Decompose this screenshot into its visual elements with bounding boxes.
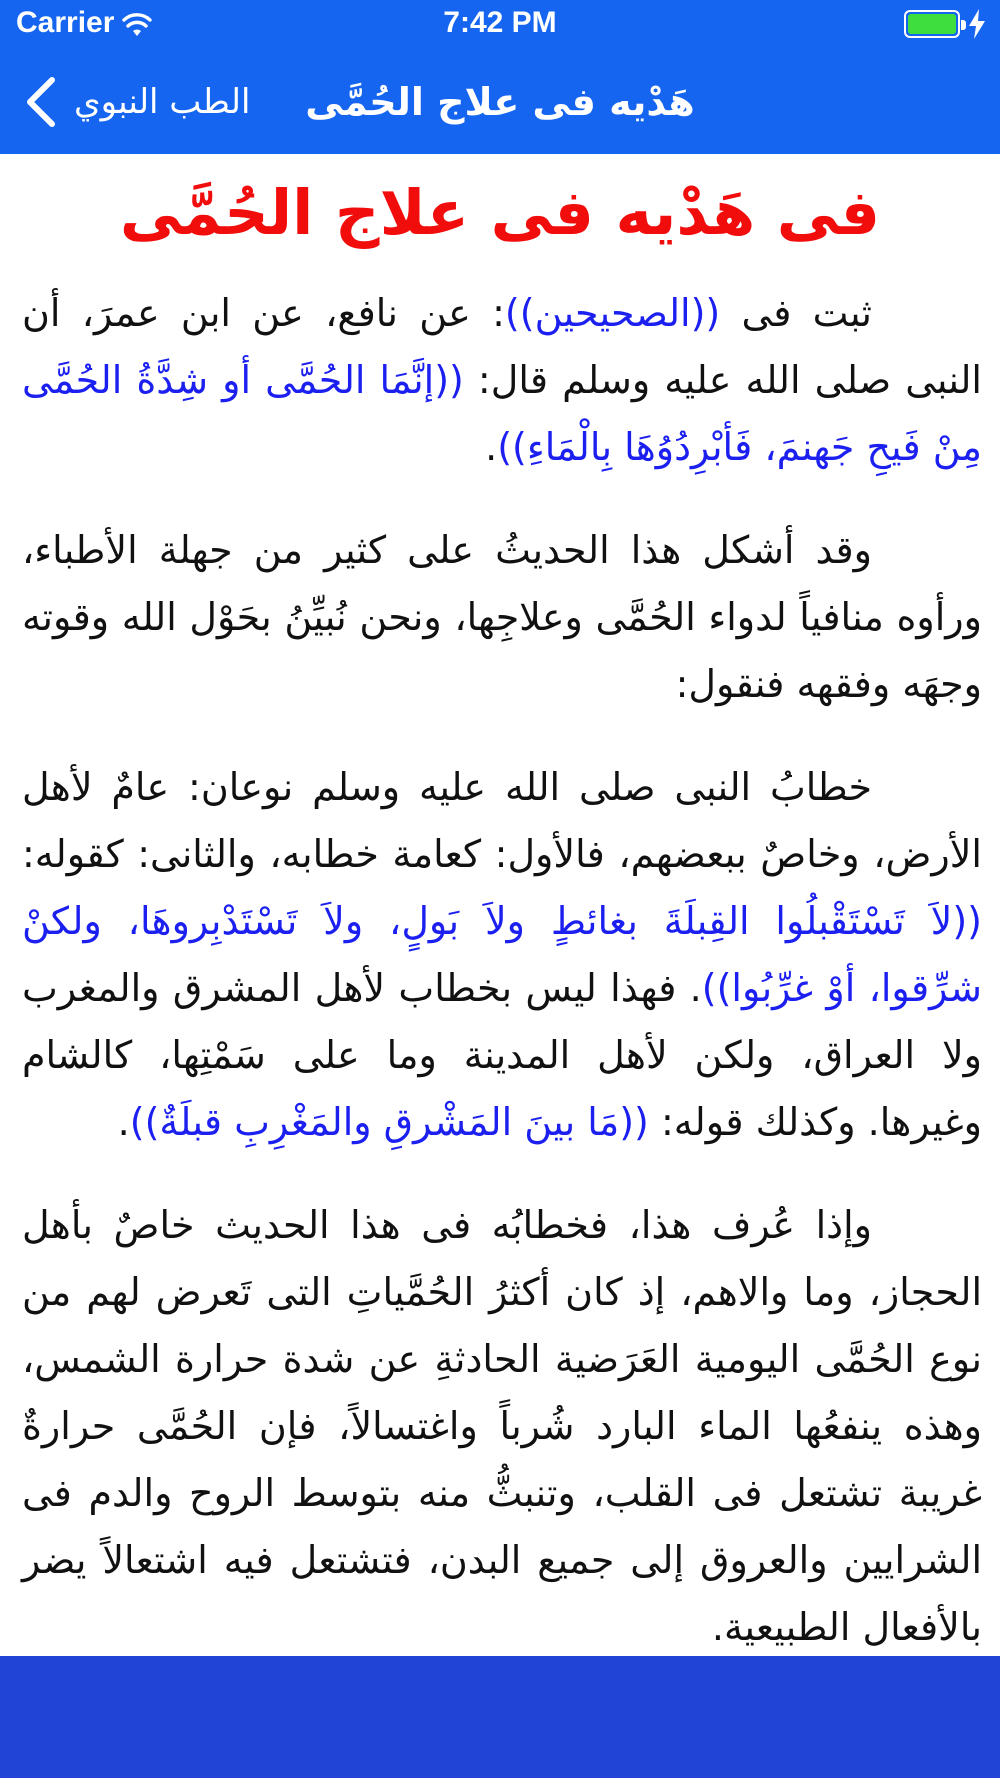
paragraph-4-text: وإذا عُرف هذا، فخطابُه فى هذا الحديث خاصٌ بأهل الحجاز، وما والاهم، إذ كان أكثرُ الحُمَّياتِ التى تَعرض لهم من نوع الحُمَّى اليومية العَرَضية الحادثةِ عن شدة حرارة الشمس، وهذه ينفعُها الماء البارد شُرباً واغتسالاً، فإن الحُمَّى حرارةٌ غريبة تشتعل فى القلب، وتنبثُّ منه بتوسط الروح والدم فى الشرايين والعروق إلى جميع البدن، فتشتعل فيه اشتعالاً يضر بالأفعال الطبيعية. <box>22 1203 982 1650</box>
paragraph-4 <box>22 1192 982 1656</box>
paragraph-1-quote-a: ((الصحيحين)) <box>504 291 721 336</box>
paragraph-1-text-b: : عن نافع، عن ابن عمرَ، أن النبى صلى الله عليه وسلم قال: <box>22 291 982 403</box>
carrier-label: Carrier <box>16 6 115 39</box>
paragraph-1-text-a: ثبت فى <box>720 291 872 336</box>
charging-bolt-icon <box>966 8 988 40</box>
back-button[interactable] <box>22 70 250 134</box>
battery-fill <box>908 14 956 34</box>
battery-icon <box>904 10 960 38</box>
paragraph-3-text-b: . فهذا ليس بخطاب لأهل المشرق والمغرب ولا العراق، ولكن لأهل المدينة وما على سَمْتِها، كالشام وغيرها. وكذلك قوله: <box>22 966 982 1145</box>
paragraph-1-quote-b: ((إنَّمَا الحُمَّى أو شِدَّةُ الحُمَّى مِنْ فَيحِ جَهنمَ، فَأبْرِدُوُهَا بِالْمَاءِ)) <box>22 358 982 470</box>
clock: 7:42 PM <box>443 6 557 39</box>
paragraph-3-quote-a: ((لاَ تَسْتَقْبلُوا القِبلَةَ بغائطٍ ولاَ بَولٍ، ولاَ تَسْتَدْبِروهَا، ولكنْ شرِّقوا، أوْ غرِّبُوا)) <box>22 899 982 1011</box>
article-heading: فى هَدْيه فى علاج الحُمَّى <box>119 176 881 249</box>
chevron-left-icon <box>22 76 60 128</box>
nav-title: هَدْيه فى علاج الحُمَّى <box>305 80 695 124</box>
paragraph-3-text-c: . <box>117 1100 130 1145</box>
paragraph-3-quote-b: ((مَا بينَ المَشْرقِ والمَغْرِبِ قبلَةٌ)) <box>129 1100 649 1145</box>
paragraph-3 <box>22 754 982 1156</box>
paragraph-1 <box>22 280 982 481</box>
paragraph-2 <box>22 517 982 718</box>
status-bar <box>0 0 1000 50</box>
paragraph-1-text-c: . <box>485 425 498 470</box>
bottom-bar <box>0 1656 1000 1778</box>
back-button-label: الطب النبوي <box>74 82 251 122</box>
paragraph-3-text-a: خطابُ النبى صلى الله عليه وسلم نوعان: عامٌ لأهل الأرض، وخاصٌ ببعضهم، فالأول: كعامة خطابه، والثانى: كقوله: <box>22 765 982 877</box>
paragraph-2-text: وقد أشكل هذا الحديثُ على كثير من جهلة الأطباء، ورأوه منافياً لدواء الحُمَّى وعلاجِها، ونحن نُبيِّنُ بحَوْل الله وقوته وجهَه وفقهه فنقول: <box>22 528 982 707</box>
article-scroll-view[interactable] <box>0 154 1000 1656</box>
top-bar <box>0 0 1000 154</box>
navigation-bar <box>0 60 1000 150</box>
